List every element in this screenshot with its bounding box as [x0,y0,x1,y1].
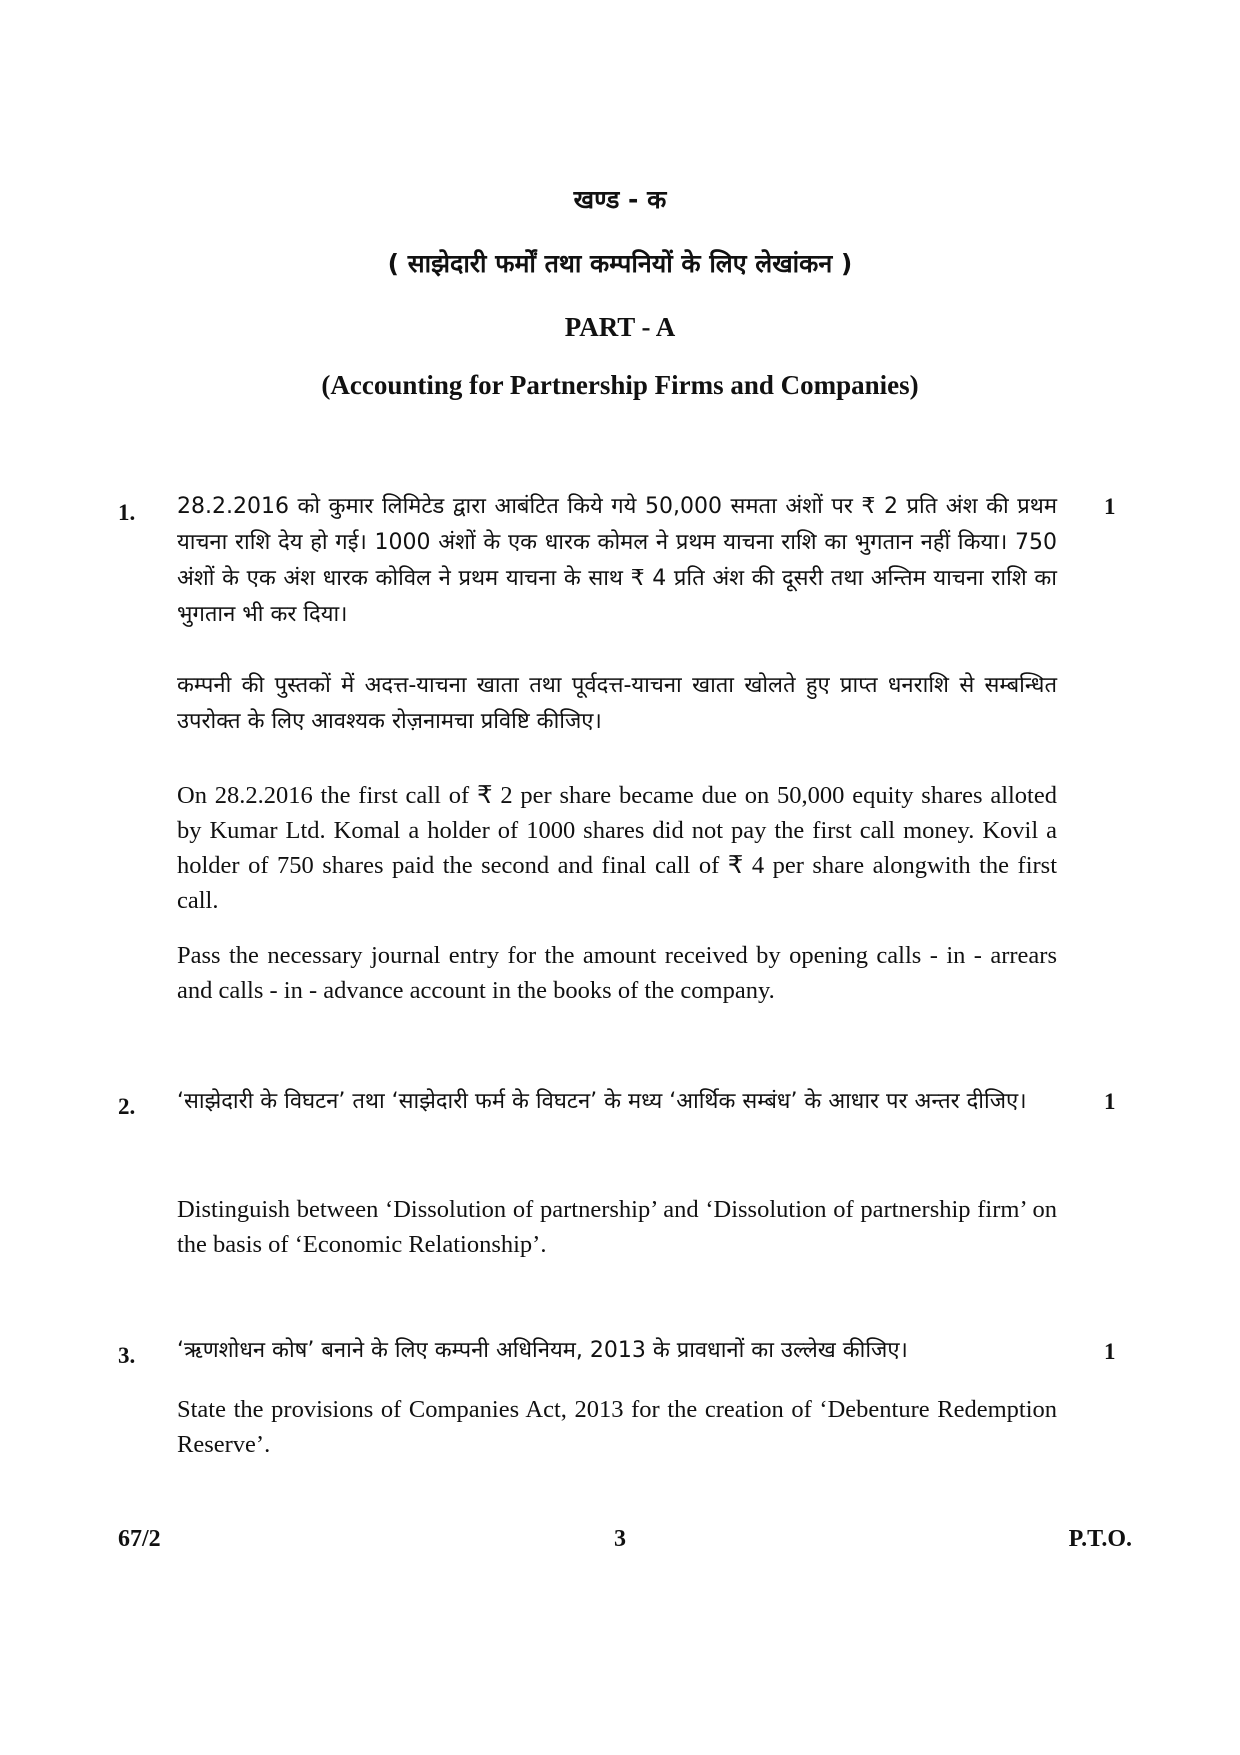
question-marks: 1 [1104,1089,1116,1114]
section-title-english: PART - A [564,312,676,342]
page-number: 3 [614,1526,626,1552]
question-text-hindi: ‘साझेदारी के विघटन’ तथा ‘साझेदारी फर्म के विघटन’ के मध्य ‘आर्थिक सम्बंध’ के आधार पर अन्तर दीजिए। [177,1089,1027,1114]
question-number: 2. [118,1094,136,1119]
question-text-english: State the provisions of Companies Act, 2013 for the creation of ‘Debenture Redemption Reserve’. [177,1396,1057,1458]
section-title-hindi: खण्ड - क [573,185,667,214]
question-instruction-english: Pass the necessary journal entry for the amount received by opening calls - in - arrears and calls - in - advance account in the books of the company. [177,942,1057,1004]
question-text-english: Distinguish between ‘Dissolution of partnership’ and ‘Dissolution of partnership firm’ on the basis of ‘Economic Relationship’. [177,1196,1057,1258]
section-subtitle-hindi: ( साझेदारी फर्मों तथा कम्पनियों के लिए लेखांकन ) [387,249,853,278]
pto-label: P.T.O. [1068,1526,1132,1552]
section-subtitle-english: (Accounting for Partnership Firms and Companies) [321,370,919,400]
question-marks: 1 [1104,494,1116,519]
paper-code: 67/2 [118,1526,161,1552]
question-instruction-hindi: कम्पनी की पुस्तकों में अदत्त-याचना खाता तथा पूर्वदत्त-याचना खाता खोलते हुए प्राप्त धनराशि से सम्बन्धित उपरोक्त के लिए आवश्यक रोज़नामचा प्रविष्टि कीजिए। [177,673,1057,734]
question-number: 3. [118,1343,136,1368]
question-text-hindi: 28.2.2016 को कुमार लिमिटेड द्वारा आबंटित किये गये 50,000 समता अंशों पर ₹ 2 प्रति अंश की प्रथम याचना राशि देय हो गई। 1000 अंशों के एक धारक कोमल ने प्रथम याचना राशि का भुगतान नहीं किया। 750 अंशों के एक अंश धारक कोविल ने प्रथम याचना के साथ ₹ 4 प्रति अंश की दूसरी तथा अन्तिम याचना राशि का भुगतान भी कर दिया। [177,494,1057,627]
question-text-hindi: ‘ऋणशोधन कोष’ बनाने के लिए कम्पनी अधिनियम, 2013 के प्रावधानों का उल्लेख कीजिए। [177,1338,908,1363]
question-number: 1. [118,500,136,525]
question-text-english: On 28.2.2016 the first call of ₹ 2 per share became due on 50,000 equity shares alloted by Kumar Ltd. Komal a holder of 1000 shares did not pay the first call money. Kovil a holder of 750 shares paid the second and final call of ₹ 4 per share alongwith the first call. [177,782,1057,914]
question-marks: 1 [1104,1339,1116,1364]
